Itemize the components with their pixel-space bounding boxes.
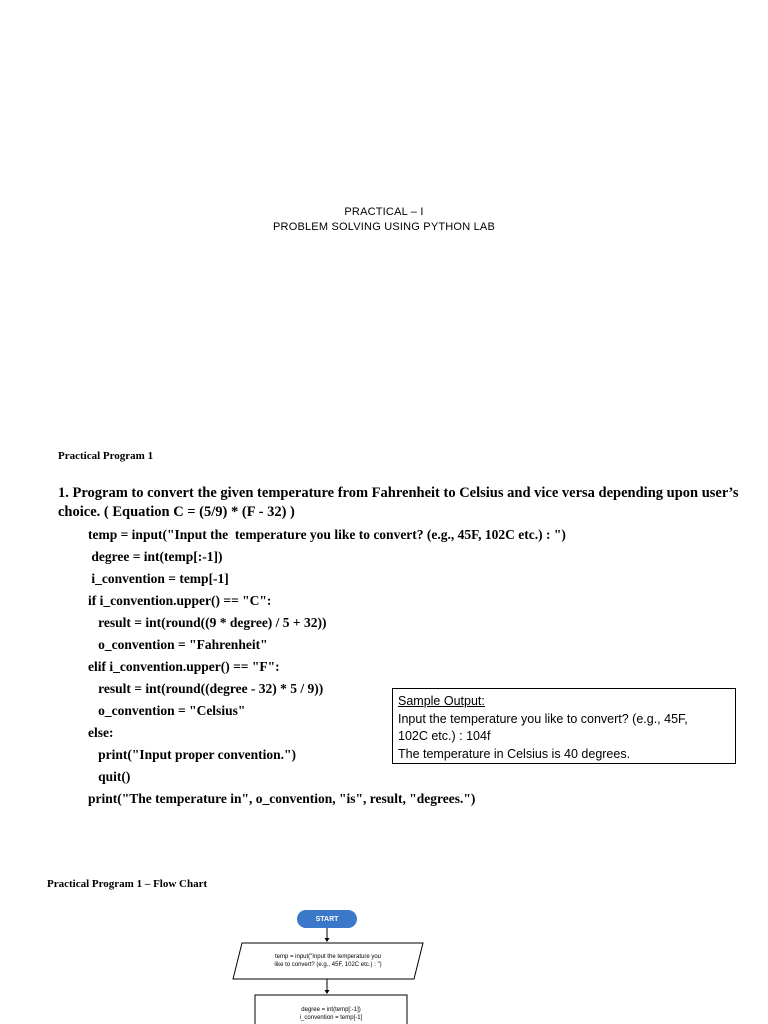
flowchart-process-text — [255, 1006, 407, 1022]
flowchart-input-line: temp = input("Input the temperature you — [274, 954, 382, 960]
lab-title: PROBLEM SOLVING USING PYTHON LAB — [273, 221, 495, 233]
sample-output-line: The temperature in Celsius is 40 degrees. — [398, 746, 631, 761]
practical-heading: PRACTICAL – I — [344, 206, 424, 218]
flowchart-process-line: degree = int(temp[:-1]) — [301, 1007, 361, 1013]
code-line: if i_convention.upper() == "C": — [88, 593, 272, 608]
code-line: else: — [88, 725, 114, 740]
code-line: o_convention = "Celsius" — [88, 703, 246, 718]
flowchart-input-line: like to convert? (e.g., 45F, 102C etc.) : ") — [274, 962, 382, 968]
code-line: print("Input proper convention.") — [88, 747, 297, 762]
code-line: o_convention = "Fahrenheit" — [88, 637, 268, 652]
problem-statement: 1. Program to convert the given temperature from Fahrenheit to Celsius and vice versa depending upon user’s choice. ( Equation C = (5/9) * (F - 32) ) — [58, 485, 739, 520]
sample-output-line: Input the temperature you like to convert? (e.g., 45F, — [398, 711, 688, 726]
flow-arrowhead-2 — [325, 990, 330, 994]
code-line: elif i_convention.upper() == "F": — [88, 659, 280, 674]
flowchart-section-title: Practical Program 1 – Flow Chart — [47, 878, 208, 890]
flow-arrowhead-1 — [325, 938, 330, 942]
code-line: quit() — [88, 769, 131, 784]
code-line: temp = input("Input the temperature you like to convert? (e.g., 45F, 102C etc.) : ") — [88, 527, 566, 542]
flowchart-input-text — [242, 953, 414, 969]
code-line: print("The temperature in", o_convention, "is", result, "degrees.") — [88, 791, 476, 806]
flowchart-process-line: i_convention = temp[-1] — [299, 1015, 363, 1021]
flowchart-start-node: START — [297, 910, 357, 928]
code-line: i_convention = temp[-1] — [88, 571, 229, 586]
sample-output-title: Sample Output: — [398, 694, 485, 708]
code-line: degree = int(temp[:-1]) — [88, 549, 223, 564]
sample-output-line: 102C etc.) : 104f — [398, 729, 491, 743]
code-line: result = int(round((9 * degree) / 5 + 32)) — [88, 615, 327, 630]
program-section-title: Practical Program 1 — [58, 450, 154, 462]
code-line: result = int(round((degree - 32) * 5 / 9)) — [88, 681, 324, 696]
